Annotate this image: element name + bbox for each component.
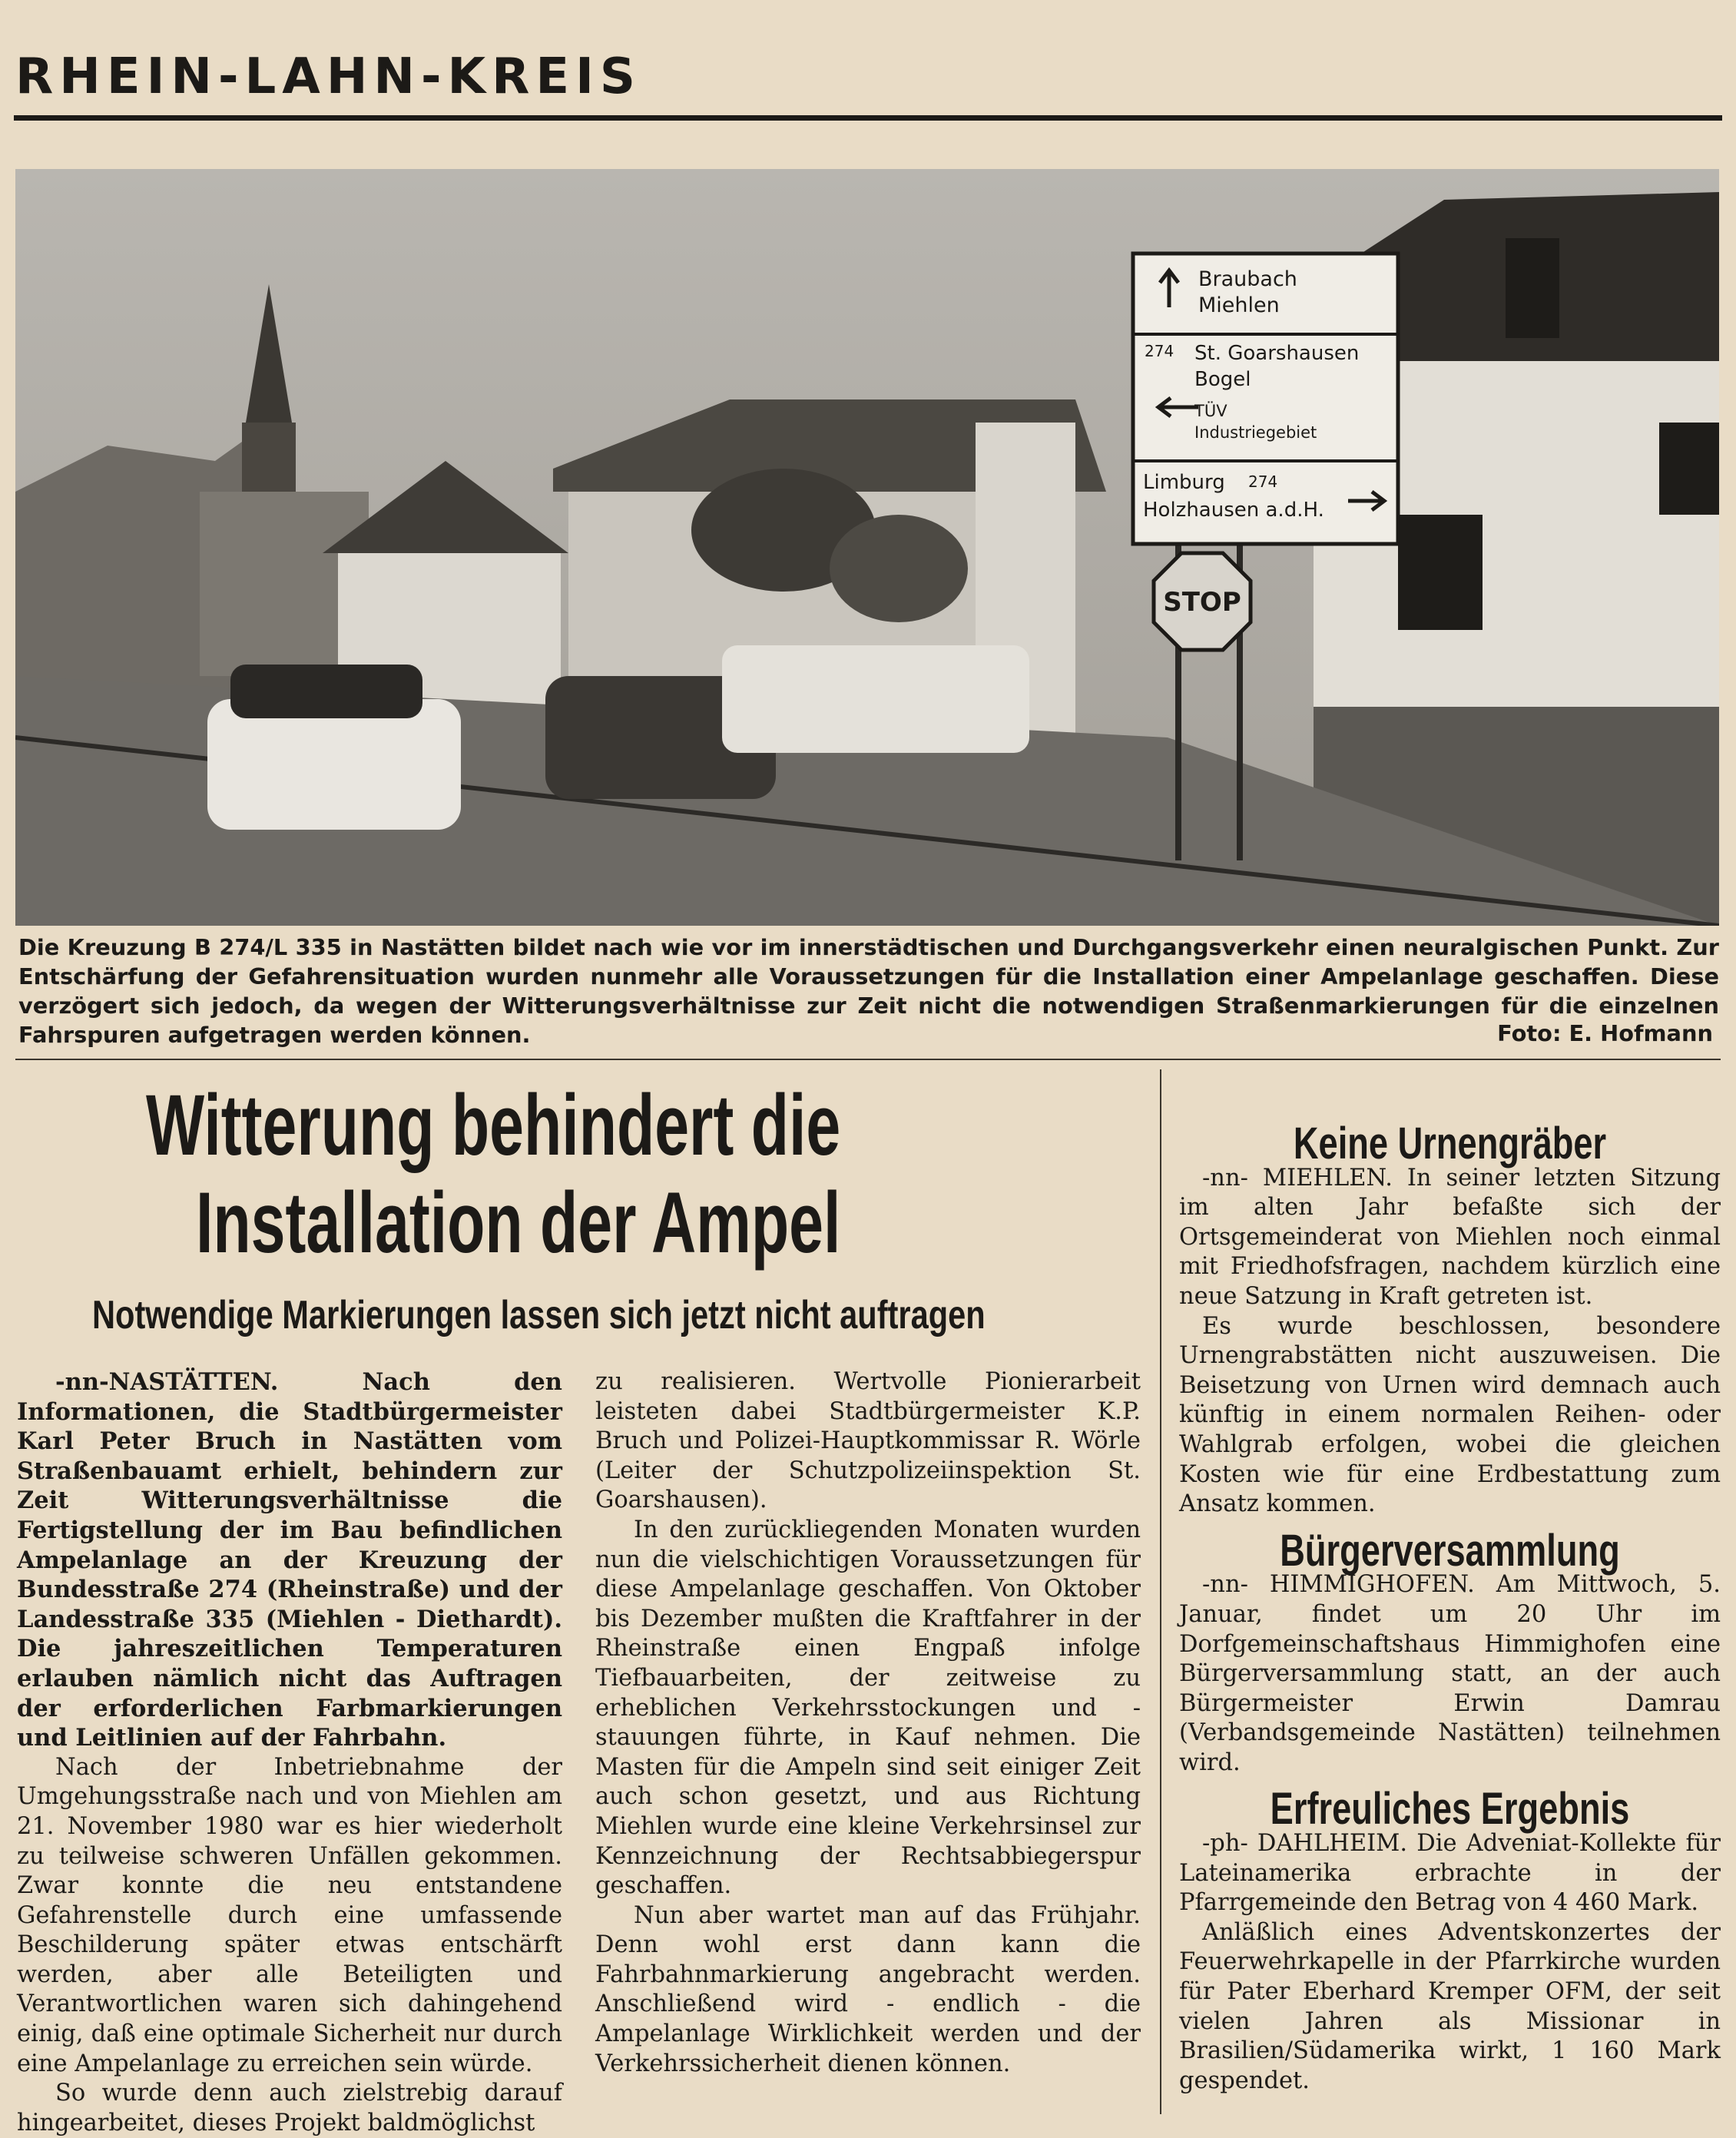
side-headline-urnengraeber: Keine Urnengräber <box>1293 1119 1607 1168</box>
article-paragraph: So wurde denn auch zielstrebig darauf hingearbeitet, dieses Projekt baldmöglichst <box>17 2080 562 2136</box>
column-divider <box>1160 1069 1161 2114</box>
sign-text-holzhausen: Holzhausen a.d.H. <box>1143 499 1324 522</box>
stop-sign-text: STOP <box>1163 587 1241 618</box>
sign-text-miehlen: Miehlen <box>1198 293 1280 317</box>
side-headline-buergerversammlung: Bürgerversammlung <box>1280 1525 1620 1576</box>
street-photo <box>15 169 1719 926</box>
sidebar-column <box>1179 1119 1721 2096</box>
main-headline-line1: Witterung behindert die <box>146 1077 841 1173</box>
sign-route-274-b: 274 <box>1248 472 1278 491</box>
sign-text-limburg: Limburg <box>1143 471 1225 494</box>
main-subheadline: Notwendige Markierungen lassen sich jetzt nicht auftragen <box>92 1293 986 1337</box>
main-headline-line2: Installation der Ampel <box>196 1175 841 1271</box>
side-paragraph: Es wurde beschlossen, besondere Urnengrabstätten nicht auszuweisen. Die Beisetzung von Urnen wird demnach auch künftig in einem normalen Reihen- oder Wahlgrab erfolgen, wobei die gleichen Kosten wie für eine Erdbestattung zum Ansatz kommen. <box>1179 1312 1721 1518</box>
article-paragraph: Nach der Inbetriebnahme der Umgehungsstraße nach und von Miehlen am 21. November 1980 war es hier wiederholt zu teilweise schweren Unfällen gekommen. Zwar konnte die neu entstandene Gefahrenstelle durch eine umfassende Beschilderung später etwas entschärft werden, aber alle Beteiligten und Verantwortlichen waren sich dahingehend einig, daß eine optimale Sicherheit nur durch eine Ampelanlage zu erreichen sein würde. <box>17 1753 562 2077</box>
side-paragraph: -ph- DAHLHEIM. Die Adveniat-Kollekte für Lateinamerika erbrachte in der Pfarrgemeinde den Betrag von 4 460 Mark. <box>1179 1830 1721 1917</box>
sign-text-tuev: TÜV <box>1194 402 1227 420</box>
photo-caption: Die Kreuzung B 274/L 335 in Nastätten bildet nach wie vor im innerstädtischen und Durchgangsverkehr einen neuralgischen Punkt. Zur Entschärfung der Gefahrensituation wurden nunmehr alle Voraussetzungen für die Installation einer Ampelanlage geschaffen. Diese verzögert sich jedoch, da wegen der Witterungsverhältnisse zur Zeit nicht die notwendigen Straßenmarkierungen für die einzelnen Fahrspuren aufgetragen werden können. <box>18 934 1719 1048</box>
article-lead: -nn-NASTÄTTEN. Nach den Informationen, die Stadtbürgermeister Karl Peter Bruch in Nastätten vom Straßenbauamt erhielt, behindern zur Zeit Witterungsverhältnisse die Fertigstellung der im Bau befindlichen Ampelanlage an der Kreuzung der Bundesstraße 274 (Rheinstraße) und der Landesstraße 335 (Miehlen - Diethardt). Die jahreszeitlichen Temperaturen erlauben nämlich nicht das Auftragen der erforderlichen Farbmarkierungen und Leitlinien auf der Fahrbahn. <box>17 1368 562 1752</box>
caption-divider <box>15 1059 1721 1060</box>
sign-text-industriegebiet: Industriegebiet <box>1194 423 1317 442</box>
article-paragraph: zu realisieren. Wertvolle Pionierarbeit leisteten dabei Stadtbürgermeister K.P. Bruch und Polizei-Hauptkommissar R. Wörle (Leiter der Schutzpolizeiinspektion St. Goarshausen). <box>595 1368 1141 1514</box>
side-paragraph: -nn- HIMMIGHOFEN. Am Mittwoch, 5. Januar, findet um 20 Uhr im Dorfgemeinschaftshaus Himmighofen eine Bürgerversammlung statt, an der auch Bürgermeister Erwin Damrau (Verbandsgemeinde Nastätten) teilnehmen wird. <box>1179 1571 1721 1776</box>
article-paragraph: Nun aber wartet man auf das Frühjahr. Denn wohl erst dann kann die Fahrbahnmarkierung angebracht werden. Anschließend wird - endlich - die Ampelanlage Wirklichkeit werden und der Verkehrssicherheit dienen können. <box>595 1901 1141 2077</box>
photo-credit: Foto: E. Hofmann <box>1497 1020 1713 1046</box>
sign-text-st-goarshausen: St. Goarshausen <box>1194 342 1360 365</box>
side-paragraph: -nn- MIEHLEN. In seiner letzten Sitzung im alten Jahr befaßte sich der Ortsgemeinderat von Miehlen noch einmal mit Friedhofsfragen, nachdem kürzlich eine neue Satzung in Kraft getreten ist. <box>1179 1164 1721 1310</box>
section-header: RHEIN-LAHN-KREIS <box>15 48 641 105</box>
side-paragraph: Anläßlich eines Adventskonzertes der Feuerwehrkapelle in der Pfarrkirche wurden für Pater Eberhard Kremper OFM, der seit vielen Jahren als Missionar in Brasilien/Südamerika wirkt, 1 160 Mark gespendet. <box>1179 1918 1721 2094</box>
side-headline-ergebnis: Erfreuliches Ergebnis <box>1270 1784 1630 1835</box>
article-column-middle <box>595 1367 1141 2079</box>
header-rule <box>14 115 1722 121</box>
article-column-left <box>17 1367 562 2138</box>
sign-text-bogel: Bogel <box>1194 368 1251 391</box>
article-paragraph: In den zurückliegenden Monaten wurden nun die vielschichtigen Voraussetzungen für diese Ampelanlage geschaffen. Von Oktober bis Dezember mußten die Kraftfahrer in der Rheinstraße einen Engpaß infolge Tiefbauarbeiten, der zeitweise zu erheblichen Verkehrsstockungen und -stauungen führte, in Kauf nehmen. Die Masten für die Ampeln sind seit einiger Zeit auch schon gesetzt, und aus Richtung Miehlen wurde eine kleine Verkehrsinsel zur Kennzeichnung der Rechtsabbiegerspur geschaffen. <box>595 1516 1141 1900</box>
sign-text-braubach: Braubach <box>1198 267 1297 291</box>
sign-route-274: 274 <box>1145 342 1174 360</box>
